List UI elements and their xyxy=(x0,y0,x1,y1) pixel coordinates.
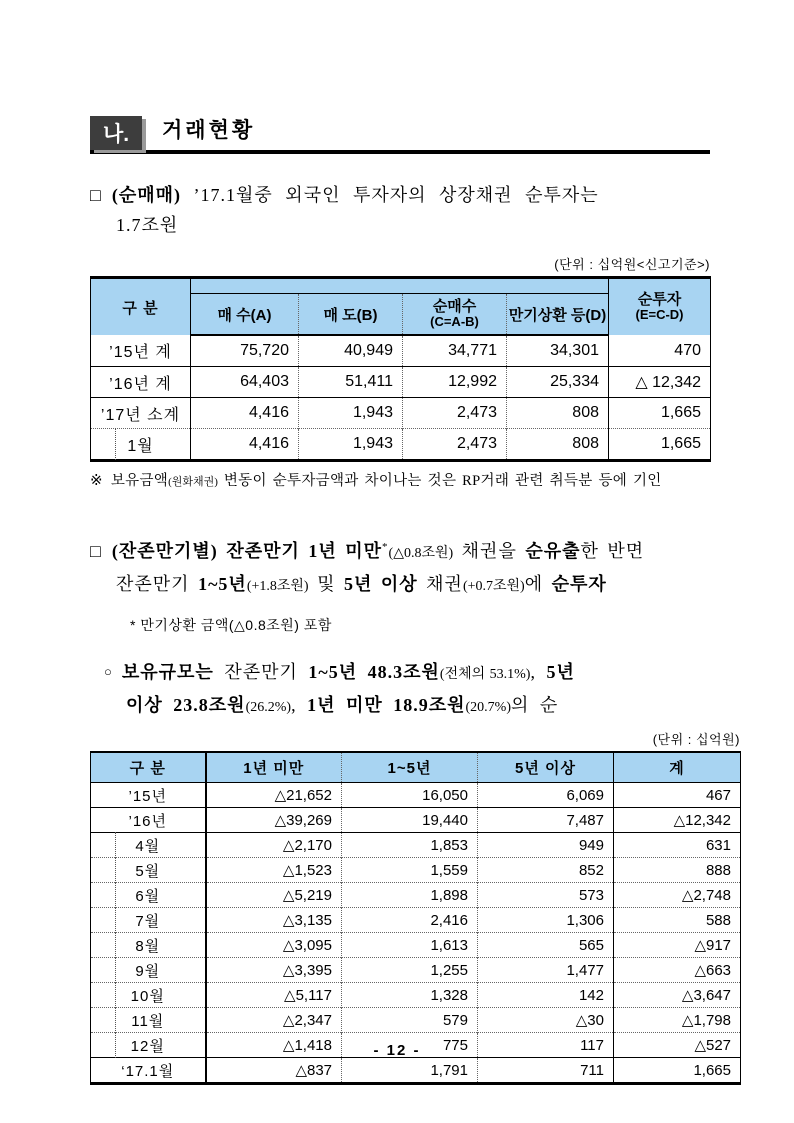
unit-caption-table1: (단위 : 십억원<신고기준>) xyxy=(554,257,710,272)
cell-sell: 1,943 xyxy=(299,429,403,461)
cell-net-investment: 470 xyxy=(609,335,711,367)
net-trading-table-header xyxy=(91,278,711,336)
row-label: 5월 xyxy=(91,858,206,883)
cell-over-5y: 142 xyxy=(478,983,614,1008)
column-header-1to5y: 1~5년 xyxy=(342,752,478,783)
cell-sell: 51,411 xyxy=(299,367,403,398)
column-header-sell: 매 도(B) xyxy=(299,294,403,336)
cell-1to5y: 1,255 xyxy=(342,958,478,983)
cell-over-5y: △30 xyxy=(478,1008,614,1033)
cell-under-1y: △3,095 xyxy=(206,933,342,958)
cell-total: 888 xyxy=(614,858,741,883)
table-row xyxy=(91,367,711,398)
table-row xyxy=(91,933,741,958)
table-row xyxy=(91,1008,741,1033)
row-label: 6월 xyxy=(91,883,206,908)
cell-redemption: 808 xyxy=(507,429,609,461)
cell-total: 631 xyxy=(614,833,741,858)
paragraph-maturity xyxy=(90,532,714,602)
cell-total: △12,342 xyxy=(614,808,741,833)
column-header-net-buy: 순매수 (C=A-B) xyxy=(403,294,507,336)
reference-mark-icon: ※ xyxy=(90,473,103,489)
cell-buy: 75,720 xyxy=(191,335,299,367)
cell-sell: 40,949 xyxy=(299,335,403,367)
cell-over-5y: 1,306 xyxy=(478,908,614,933)
cell-total: △917 xyxy=(614,933,741,958)
cell-1to5y: 2,416 xyxy=(342,908,478,933)
cell-1to5y: 19,440 xyxy=(342,808,478,833)
paragraph-holdings xyxy=(104,657,714,723)
cell-under-1y: △837 xyxy=(206,1058,342,1084)
cell-total: △663 xyxy=(614,958,741,983)
row-label: 4월 xyxy=(91,833,206,858)
cell-net-buy: 34,771 xyxy=(403,335,507,367)
cell-total: △3,647 xyxy=(614,983,741,1008)
section-number-box: 나. xyxy=(90,116,142,150)
cell-over-5y: 6,069 xyxy=(478,783,614,808)
row-label: ‘17.1월 xyxy=(91,1058,206,1084)
table-row xyxy=(91,908,741,933)
table1-note xyxy=(90,469,710,490)
cell-total: 467 xyxy=(614,783,741,808)
cell-redemption: 25,334 xyxy=(507,367,609,398)
row-label: 8월 xyxy=(91,933,206,958)
cell-over-5y: 949 xyxy=(478,833,614,858)
cell-under-1y: △1,523 xyxy=(206,858,342,883)
cell-redemption: 34,301 xyxy=(507,335,609,367)
cell-net-investment: 1,665 xyxy=(609,429,711,461)
cell-net-investment: △ 12,342 xyxy=(609,367,711,398)
table-row xyxy=(91,858,741,883)
cell-over-5y: 565 xyxy=(478,933,614,958)
page-number: - 12 - xyxy=(373,1042,421,1059)
cell-buy: 4,416 xyxy=(191,429,299,461)
row-label: 7월 xyxy=(91,908,206,933)
cell-under-1y: △1,418 xyxy=(206,1033,342,1058)
cell-1to5y: 16,050 xyxy=(342,783,478,808)
cell-total: △2,748 xyxy=(614,883,741,908)
paragraph-text: 잔존만기 1~5년(+1.8조원) 및 5년 이상 채권(+0.7조원)에 순투자 xyxy=(116,574,607,594)
cell-1to5y: 775 xyxy=(342,1033,478,1058)
cell-total: △1,798 xyxy=(614,1008,741,1033)
maturity-table-header xyxy=(91,752,741,783)
cell-net-buy: 2,473 xyxy=(403,429,507,461)
cell-under-1y: △3,135 xyxy=(206,908,342,933)
row-label: 12월 xyxy=(91,1033,206,1058)
circle-bullet-icon: ○ xyxy=(104,664,113,679)
paragraph-text: (잔존만기별) 잔존만기 1년 미만*(△0.8조원) 채권을 순유출한 반면 xyxy=(111,541,645,561)
cell-total: △527 xyxy=(614,1033,741,1058)
cell-net-investment: 1,665 xyxy=(609,398,711,429)
paragraph-text: 이상 23.8조원(26.2%), 1년 미만 18.9조원(20.7%)의 순 xyxy=(126,695,559,715)
cell-under-1y: △5,117 xyxy=(206,983,342,1008)
table-row xyxy=(91,808,741,833)
cell-under-1y: △3,395 xyxy=(206,958,342,983)
cell-1to5y: 1,559 xyxy=(342,858,478,883)
cell-net-buy: 12,992 xyxy=(403,367,507,398)
cell-total: 588 xyxy=(614,908,741,933)
row-label: ’17년 소계 xyxy=(91,398,191,429)
column-header-redemption: 만기상환 등(D) xyxy=(507,294,609,336)
row-label: ’16년 xyxy=(91,808,206,833)
cell-over-5y: 573 xyxy=(478,883,614,908)
table-row xyxy=(91,1058,741,1084)
row-label: ’15년 계 xyxy=(91,335,191,367)
column-header-buy: 매 수(A) xyxy=(191,294,299,336)
section-title: 거래현황 xyxy=(162,119,256,142)
net-trading-table-body xyxy=(91,335,711,461)
paragraph-text: 1.7조원 xyxy=(116,215,179,235)
table-row xyxy=(91,783,741,808)
paragraph-text: 보유규모는 잔존만기 1~5년 48.3조원(전체의 53.1%), 5년 xyxy=(121,662,575,682)
row-label: 10월 xyxy=(91,983,206,1008)
cell-total: 1,665 xyxy=(614,1058,741,1084)
row-label: ’15년 xyxy=(91,783,206,808)
paragraph-net-trading xyxy=(90,180,714,240)
cell-under-1y: △5,219 xyxy=(206,883,342,908)
table-row xyxy=(91,833,741,858)
row-label: 9월 xyxy=(91,958,206,983)
cell-under-1y: △2,347 xyxy=(206,1008,342,1033)
cell-over-5y: 1,477 xyxy=(478,958,614,983)
table-row xyxy=(91,958,741,983)
maturity-footnote: * 만기상환 금액(△0.8조원) 포함 xyxy=(130,617,332,633)
cell-sell: 1,943 xyxy=(299,398,403,429)
cell-buy: 64,403 xyxy=(191,367,299,398)
cell-under-1y: △39,269 xyxy=(206,808,342,833)
cell-1to5y: 579 xyxy=(342,1008,478,1033)
cell-1to5y: 1,898 xyxy=(342,883,478,908)
column-header-category: 구 분 xyxy=(91,278,191,336)
row-label: 11월 xyxy=(91,1008,206,1033)
cell-buy: 4,416 xyxy=(191,398,299,429)
cell-1to5y: 1,853 xyxy=(342,833,478,858)
column-header-category: 구 분 xyxy=(91,752,206,783)
net-trading-table xyxy=(90,276,711,462)
table-row xyxy=(91,335,711,367)
cell-1to5y: 1,328 xyxy=(342,983,478,1008)
column-header-over-5y: 5년 이상 xyxy=(478,752,614,783)
paragraph-text: (순매매) ’17.1월중 외국인 투자자의 상장채권 순투자는 xyxy=(111,185,599,205)
maturity-table-body xyxy=(91,783,741,1084)
row-label: ’16년 계 xyxy=(91,367,191,398)
section-header xyxy=(90,110,710,154)
column-header-under-1y: 1년 미만 xyxy=(206,752,342,783)
column-group-strip xyxy=(191,278,609,294)
cell-redemption: 808 xyxy=(507,398,609,429)
cell-under-1y: △2,170 xyxy=(206,833,342,858)
table-row xyxy=(91,983,741,1008)
table-row xyxy=(91,429,711,461)
cell-over-5y: 711 xyxy=(478,1058,614,1084)
column-header-net-investment: 순투자 (E=C-D) xyxy=(609,278,711,336)
square-bullet-icon: □ xyxy=(90,541,102,561)
cell-over-5y: 852 xyxy=(478,858,614,883)
row-label: 1월 xyxy=(91,429,191,461)
cell-under-1y: △21,652 xyxy=(206,783,342,808)
table-row xyxy=(91,883,741,908)
report-page xyxy=(90,110,741,1085)
table-row xyxy=(91,398,711,429)
cell-1to5y: 1,613 xyxy=(342,933,478,958)
note-text: 보유금액(원화채권) 변동이 순투자금액과 차이나는 것은 RP거래 관련 취득분 등에 기인 xyxy=(110,473,662,489)
square-bullet-icon: □ xyxy=(90,185,102,205)
column-header-total: 계 xyxy=(614,752,741,783)
unit-caption-table2: (단위 : 십억원) xyxy=(652,732,740,747)
cell-over-5y: 117 xyxy=(478,1033,614,1058)
maturity-table xyxy=(90,751,741,1085)
cell-over-5y: 7,487 xyxy=(478,808,614,833)
cell-1to5y: 1,791 xyxy=(342,1058,478,1084)
cell-net-buy: 2,473 xyxy=(403,398,507,429)
